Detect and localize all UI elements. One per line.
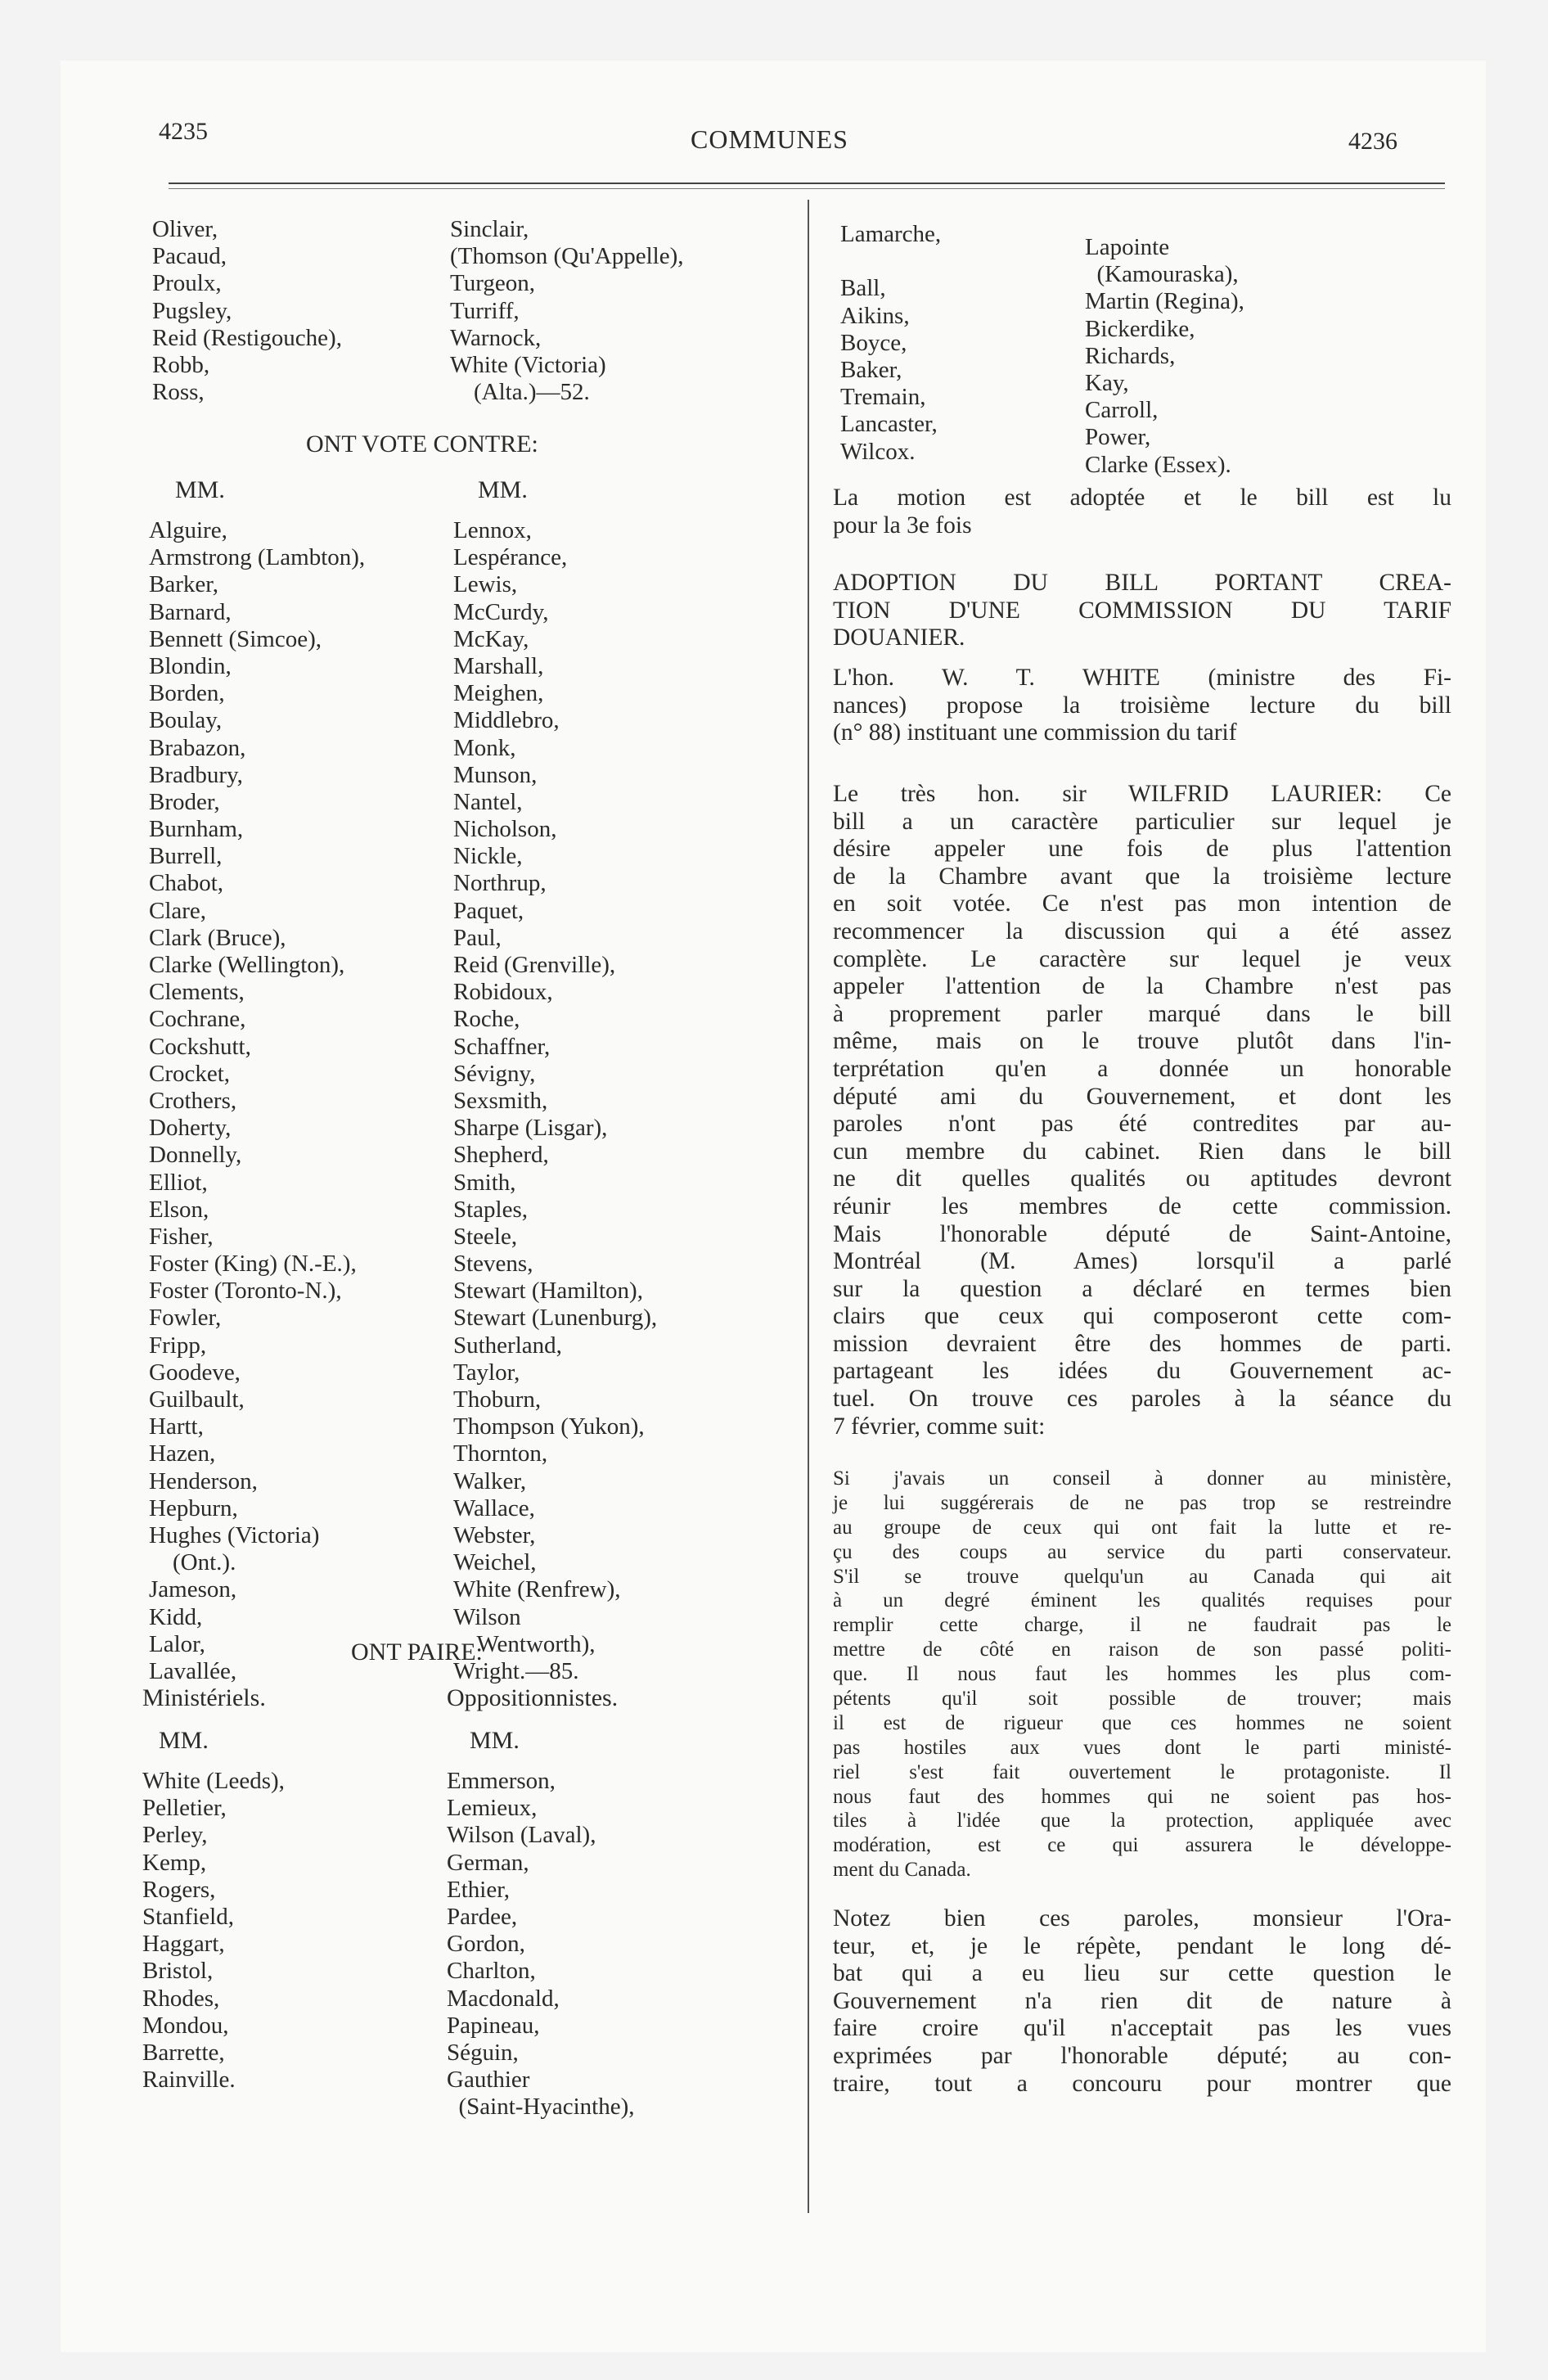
text-line: même, mais on le trouve plutôt dans l'in- (833, 1028, 1451, 1055)
member-name: Cochrane, (149, 1006, 246, 1033)
quote-line: Si j'avais un conseil à donner au ministère, (833, 1467, 1451, 1490)
member-name: Lennox, (453, 517, 532, 543)
text-line: député ami du Gouvernement, et dont les (833, 1083, 1451, 1110)
member-name: Turriff, (450, 297, 520, 324)
text-line: Gouvernement n'a rien dit de nature à (833, 1987, 1451, 2014)
member-name: Alguire, (149, 517, 227, 543)
member-name: Blondin, (149, 652, 232, 679)
member-name: Lewis, (453, 571, 518, 598)
member-name: Sévigny, (453, 1060, 536, 1087)
member-name: Robb, (152, 351, 210, 378)
member-name: Hughes (Victoria) (149, 1521, 320, 1548)
page (61, 61, 1486, 2352)
member-name: Steele, (453, 1223, 518, 1250)
member-name: Meighen, (453, 680, 544, 707)
member-name: Marshall, (453, 652, 544, 679)
text-line: teur, et, je le répète, pendant le long dé- (833, 1932, 1451, 1959)
member-name: Pelletier, (142, 1795, 227, 1822)
member-name: Weichel, (453, 1549, 537, 1576)
quote-line: ment du Canada. (833, 1859, 971, 1882)
member-name: Borden, (149, 680, 225, 707)
member-name: Sinclair, (450, 216, 529, 242)
member-name: Cockshutt, (149, 1033, 251, 1060)
yeas-continued-right (1085, 234, 1244, 479)
yeas-list-left (152, 216, 342, 406)
text-line: terprétation qu'en a donnée un honorable (833, 1055, 1451, 1082)
member-name: Crothers, (149, 1087, 237, 1114)
member-name: Barnard, (149, 598, 232, 625)
member-name: Stanfield, (142, 1903, 234, 1930)
quotation (833, 1467, 1451, 1882)
member-name: (Thomson (Qu'Appelle), (450, 243, 684, 270)
member-name: Barker, (149, 571, 218, 598)
text-line: (n° 88) instituant une commission du tarif (833, 719, 1237, 746)
member-name: Goodeve, (149, 1359, 241, 1386)
member-name: Guilbault, (149, 1386, 245, 1413)
text-line: Mais l'honorable député de Saint-Antoine, (833, 1220, 1451, 1247)
member-name: Elson, (149, 1196, 209, 1223)
text-line: appeler l'attention de la Chambre n'est pas (833, 973, 1451, 1000)
text-line: bat qui a eu lieu sur cette question le (833, 1960, 1451, 1987)
text-line: cun membre du cabinet. Rien dans le bill (833, 1138, 1451, 1165)
member-name: Sharpe (Lisgar), (453, 1115, 608, 1142)
member-name: Haggart, (142, 1931, 225, 1958)
member-name: Foster (Toronto-N.), (149, 1278, 342, 1305)
member-name: Macdonald, (447, 1985, 560, 2012)
member-name: Smith, (453, 1169, 516, 1196)
page-number-left: 4235 (159, 118, 208, 145)
member-name: Clements, (149, 979, 245, 1006)
member-name: Reid (Restigouche), (152, 324, 342, 351)
member-name: Chabot, (149, 870, 224, 897)
member-name: Perley, (142, 1822, 208, 1849)
member-name: Wilson (453, 1603, 521, 1630)
member-name: Hepburn, (149, 1494, 238, 1521)
member-name: Roche, (453, 1006, 520, 1033)
member-name: Lalor, (149, 1630, 205, 1657)
text-line: tuel. On trouve ces paroles à la séance du (833, 1386, 1451, 1413)
text-line: bill a un caractère particulier sur lequel je (833, 808, 1451, 835)
nays-list-right (453, 517, 657, 1685)
yeas-continued-left (840, 221, 941, 466)
member-name: Stewart (Lunenburg), (453, 1305, 658, 1332)
member-name: Nantel, (453, 788, 523, 815)
member-name: Aikins, (840, 302, 910, 329)
member-name: Nickle, (453, 843, 523, 870)
member-name: McKay, (453, 625, 529, 652)
member-name: Fowler, (149, 1305, 222, 1332)
member-name: Oliver, (152, 216, 218, 242)
member-name: Ball, (840, 275, 886, 302)
member-name: Richards, (1085, 342, 1176, 369)
quote-line: que. Il nous faut les hommes les plus com- (833, 1663, 1451, 1686)
member-name: White (Renfrew), (453, 1576, 621, 1603)
member-name: Clare, (149, 897, 207, 924)
member-name: Robidoux, (453, 979, 553, 1006)
member-name: Reid (Grenville), (453, 952, 616, 978)
member-name: Clark (Bruce), (149, 924, 286, 951)
member-name: Boulay, (149, 707, 223, 734)
member-name: Bickerdike, (1085, 315, 1195, 342)
yeas-list-right (450, 216, 684, 406)
text-line: désire appeler une fois de plus l'attention (833, 836, 1451, 863)
member-name: Gordon, (447, 1931, 525, 1958)
member-name: Charlton, (447, 1958, 536, 1985)
member-name: Crocket, (149, 1060, 231, 1087)
member-name: (Alta.)—52. (450, 379, 590, 406)
member-name: Donnelly, (149, 1142, 242, 1169)
member-name: Nicholson, (453, 816, 557, 843)
mm-label: MM. (478, 476, 528, 503)
quote-line: mettre de côté en raison de son passé politi- (833, 1639, 1451, 1661)
text-line: L'hon. W. T. WHITE (ministre des Fi- (833, 665, 1451, 691)
member-name: Rainville. (142, 2067, 236, 2094)
member-name: Wilson (Laval), (447, 1822, 596, 1849)
member-name: Stevens, (453, 1251, 533, 1278)
header-rule (169, 183, 1445, 184)
member-name: Mondou, (142, 2012, 229, 2039)
member-name: Barrette, (142, 2039, 225, 2066)
member-name: Tremain, (840, 384, 926, 411)
member-name: Staples, (453, 1196, 529, 1223)
header-rule-thin (169, 188, 1445, 189)
member-name: Emmerson, (447, 1768, 556, 1794)
text-line: réunir les membres de cette commission. (833, 1192, 1451, 1219)
member-name: Lespérance, (453, 544, 568, 571)
member-name: Bennett (Simcoe), (149, 625, 322, 652)
member-name: Ethier, (447, 1876, 510, 1903)
member-name: Henderson, (149, 1467, 258, 1494)
pairs-label-opposition: Oppositionnistes. (447, 1684, 619, 1711)
member-name: German, (447, 1849, 529, 1876)
quote-line: je lui suggérerais de ne pas trop se restreindre (833, 1491, 1451, 1514)
member-name: Armstrong (Lambton), (149, 544, 366, 571)
member-name: Lancaster, (840, 411, 938, 438)
quote-line: modération, est ce qui assurera le développe- (833, 1834, 1451, 1857)
quote-line: pétents qu'il soit possible de trouver; mais (833, 1688, 1451, 1711)
mm-label: MM. (159, 1727, 209, 1754)
member-name: Lamarche, (840, 221, 942, 247)
member-name: Pardee, (447, 1903, 518, 1930)
member-name: Warnock, (450, 324, 542, 351)
scanned-page (61, 61, 1486, 2352)
page-title: COMMUNES (691, 124, 848, 154)
pairs-heading: ONT PAIRE: (351, 1639, 483, 1666)
text-line: exprimées par l'honorable député; au con- (833, 2042, 1451, 2069)
member-name: Monk, (453, 734, 516, 761)
mm-label: MM. (470, 1727, 520, 1754)
text-line: en soit votée. Ce n'est pas mon intention de (833, 890, 1451, 917)
member-name: Carroll, (1085, 397, 1159, 424)
member-name: Wentworth), (453, 1630, 596, 1657)
title-line: ADOPTION DU BILL PORTANT CREA- (833, 570, 1451, 596)
member-name: Lemieux, (447, 1795, 538, 1822)
text-line: sur la question a déclaré en termes bien (833, 1275, 1451, 1302)
quote-line: au groupe de ceux qui ont fait la lutte et re- (833, 1516, 1451, 1539)
member-name: Pacaud, (152, 243, 227, 270)
mm-label: MM. (175, 476, 225, 503)
member-name: Taylor, (453, 1359, 520, 1386)
text-line: paroles n'ont pas été contredites par au- (833, 1111, 1451, 1138)
quote-line: tiles à l'idée que la protection, appliquée avec (833, 1810, 1451, 1832)
member-name: Northrup, (453, 870, 547, 897)
member-name: Middlebro, (453, 707, 560, 734)
member-name: Clarke (Wellington), (149, 952, 345, 978)
member-name: Stewart (Hamilton), (453, 1278, 643, 1305)
section-title (833, 570, 1451, 652)
text-line: Montréal (M. Ames) lorsqu'il a parlé (833, 1248, 1451, 1275)
quote-line: remplir cette charge, il ne faudrait pas le (833, 1614, 1451, 1637)
member-name: White (Victoria) (450, 351, 606, 378)
member-name: Pugsley, (152, 297, 232, 324)
member-name: Bradbury, (149, 761, 243, 788)
member-name: McCurdy, (453, 598, 549, 625)
text-line: faire croire qu'il n'acceptait pas les vues (833, 2015, 1451, 2042)
member-name: Gauthier (447, 2067, 530, 2094)
member-name: Walker, (453, 1467, 527, 1494)
member-name: Burrell, (149, 843, 223, 870)
pairs-list-right (447, 1768, 635, 2121)
member-name: Fripp, (149, 1332, 207, 1359)
member-name: Burnham, (149, 816, 244, 843)
text-line: La motion est adoptée et le bill est lu (833, 485, 1451, 511)
text-line: à proprement parler marqué dans le bill (833, 1000, 1451, 1027)
member-name: Clarke (Essex). (1085, 451, 1231, 478)
member-name: Thornton, (453, 1440, 548, 1467)
member-name: Baker, (840, 356, 902, 383)
member-name: Elliot, (149, 1169, 208, 1196)
text-line: partageant les idées du Gouvernement ac- (833, 1358, 1451, 1385)
quote-line: çu des coups au service du parti conservateur. (833, 1540, 1451, 1563)
quote-line: S'il se trouve quelqu'un au Canada qui ait (833, 1565, 1451, 1588)
member-name: Proulx, (152, 270, 222, 297)
text-line: 7 février, comme suit: (833, 1413, 1046, 1440)
member-name: Sutherland, (453, 1332, 562, 1359)
member-name: Lapointe (1085, 234, 1170, 260)
pairs-list-left (142, 1768, 285, 2094)
text-line: recommencer la discussion qui a été assez (833, 917, 1451, 944)
member-name: (Ont.). (149, 1549, 236, 1576)
motion-text (833, 485, 1451, 539)
paragraph-laurier (833, 781, 1451, 1440)
nays-heading: ONT VOTE CONTRE: (306, 430, 538, 458)
member-name: Sexsmith, (453, 1087, 548, 1114)
quote-line: riel s'est fait ouvertement le protagoniste. Il (833, 1760, 1451, 1783)
member-name: Doherty, (149, 1115, 232, 1142)
quote-line: à un degré éminent les qualités requises pour (833, 1589, 1451, 1612)
member-name: Wilcox. (840, 438, 916, 465)
member-name: Shepherd, (453, 1142, 549, 1169)
member-name: Fisher, (149, 1223, 214, 1250)
member-name: Paul, (453, 924, 502, 951)
member-name: Wright.—85. (453, 1657, 579, 1684)
pairs-label-ministerial: Ministériels. (142, 1684, 266, 1711)
member-name: Lavallée, (149, 1657, 237, 1684)
member-name: Power, (1085, 424, 1151, 451)
quote-line: pas hostiles aux vues dont le parti ministé- (833, 1736, 1451, 1759)
member-name: Martin (Regina), (1085, 288, 1244, 315)
member-name: Ross, (152, 379, 205, 406)
member-name (840, 248, 941, 275)
member-name: Hazen, (149, 1440, 216, 1467)
member-name: Hartt, (149, 1413, 204, 1440)
member-name: Bristol, (142, 1958, 214, 1985)
text-line: ne dit quelles qualités ou aptitudes devront (833, 1165, 1451, 1192)
member-name: Thompson (Yukon), (453, 1413, 645, 1440)
member-name: Kidd, (149, 1603, 203, 1630)
member-name: Paquet, (453, 897, 524, 924)
member-name: Foster (King) (N.-E.), (149, 1251, 357, 1278)
text-line: clairs que ceux qui composeront cette com- (833, 1303, 1451, 1330)
member-name: Thoburn, (453, 1386, 542, 1413)
member-name: Webster, (453, 1521, 536, 1548)
member-name: Brabazon, (149, 734, 246, 761)
member-name: White (Leeds), (142, 1768, 285, 1794)
member-name: Papineau, (447, 2012, 540, 2039)
member-name: Wallace, (453, 1494, 535, 1521)
text-line: Notez bien ces paroles, monsieur l'Ora- (833, 1905, 1451, 1931)
member-name: Munson, (453, 761, 538, 788)
quote-line: nous faut des hommes qui ne soient pas hos- (833, 1785, 1451, 1808)
member-name: Schaffner, (453, 1033, 551, 1060)
member-name: Rhodes, (142, 1985, 220, 2012)
title-line: DOUANIER. (833, 624, 965, 651)
text-line: traire, tout a concouru pour montrer que (833, 2070, 1451, 2097)
member-name: (Saint-Hyacinthe), (447, 2094, 635, 2121)
paragraph-continued (833, 1905, 1451, 2098)
quote-line: il est de rigueur que ces hommes ne soient (833, 1711, 1451, 1734)
paragraph-white (833, 665, 1451, 747)
text-line: de la Chambre avant que la troisième lecture (833, 863, 1451, 890)
text-line: mission devraient être des hommes de parti. (833, 1330, 1451, 1357)
title-line: TION D'UNE COMMISSION DU TARIF (833, 597, 1451, 624)
nays-list-left (149, 517, 365, 1685)
member-name: Séguin, (447, 2039, 519, 2066)
member-name: Kay, (1085, 369, 1129, 396)
member-name: (Kamouraska), (1085, 261, 1239, 288)
member-name: Jameson, (149, 1576, 237, 1603)
page-number-right: 4236 (1348, 128, 1397, 155)
member-name: Boyce, (840, 329, 907, 356)
text-line: Le très hon. sir WILFRID LAURIER: Ce (833, 781, 1451, 807)
member-name: Turgeon, (450, 270, 535, 297)
column-divider (808, 200, 809, 2213)
member-name: Broder, (149, 788, 220, 815)
member-name: Rogers, (142, 1876, 216, 1903)
text-line: pour la 3e fois (833, 512, 972, 539)
member-name: Kemp, (142, 1849, 207, 1876)
text-line: nances) propose la troisième lecture du bill (833, 692, 1451, 719)
text-line: complète. Le caractère sur lequel je veux (833, 945, 1451, 972)
